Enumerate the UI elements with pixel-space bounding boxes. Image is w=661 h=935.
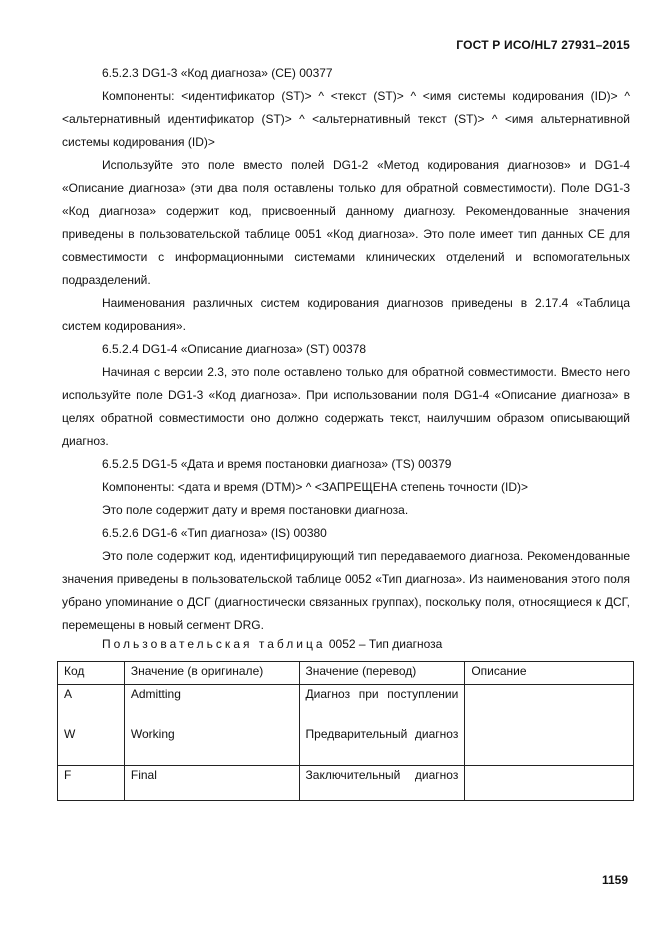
cell-translation: Заключительный диагноз bbox=[299, 766, 465, 801]
table-caption bbox=[102, 637, 442, 651]
section-heading: 6.5.2.5 DG1-5 «Дата и время постановки диагноза» (TS) 00379 bbox=[102, 457, 452, 471]
column-header: Код bbox=[58, 662, 125, 685]
document-body bbox=[62, 62, 630, 637]
section-heading: 6.5.2.3 DG1-3 «Код диагноза» (CE) 00377 bbox=[102, 66, 333, 80]
section-heading: 6.5.2.6 DG1-6 «Тип диагноза» (IS) 00380 bbox=[102, 526, 327, 540]
table-row bbox=[58, 725, 634, 766]
table-row bbox=[58, 685, 634, 726]
paragraph: Наименования различных систем кодирования диагнозов приведены в 2.17.4 «Таблица систем кодирования». bbox=[62, 296, 630, 333]
paragraph: Компоненты: <дата и время (DTM)> ^ <ЗАПРЕЩЕНА степень точности (ID)> bbox=[102, 480, 529, 494]
table-row bbox=[58, 766, 634, 801]
section-heading: 6.5.2.4 DG1-4 «Описание диагноза» (ST) 00378 bbox=[102, 342, 367, 356]
cell-translation: Предварительный диагноз bbox=[299, 725, 465, 766]
paragraph: Это поле содержит код, идентифицирующий тип передаваемого диагноза. Рекомендованные значения приведены в пользовательской таблице 0052 «Тип диагноза». Из наименования этого поля убрано упоминание о ДСГ (диагностически связанных группах), поскольку поля, относящиеся к ДСГ, перемещены в новый сегмент DRG. bbox=[62, 549, 630, 632]
page-number: 1159 bbox=[601, 873, 628, 887]
document-header: ГОСТ Р ИСО/HL7 27931–2015 bbox=[456, 38, 630, 52]
paragraph: Используйте это поле вместо полей DG1-2 «Метод кодирования диагнозов» и DG1-4 «Описание диагноза» (эти два поля оставлены только для обратной совместимости). Поле DG1-3 «Код диагноза» содержит код, присвоенный данному диагнозу. Рекомендованные значения приведены в пользовательской таблице 0051 «Код диагноза». Это поле имеет тип данных CE для совместимости с информационными системами клинических отделений и вспомогательных подразделений. bbox=[62, 158, 630, 287]
table-caption-rest: 0052 – Тип диагноза bbox=[328, 637, 443, 651]
diagnosis-type-table bbox=[57, 661, 634, 801]
cell-code: W bbox=[58, 725, 125, 766]
paragraph: Начиная с версии 2.3, это поле оставлено только для обратной совместимости. Вместо него используйте поле DG1-3 «Код диагноза». При использовании поля DG1-4 «Описание диагноза» в целях обратной совместимости оно должно содержать текст, наилучшим образом описывающий диагноз. bbox=[62, 365, 630, 448]
table-caption-prefix: Пользовательская таблица bbox=[102, 637, 326, 651]
cell-translation: Диагноз при поступлении bbox=[299, 685, 465, 726]
cell-description bbox=[465, 766, 634, 801]
cell-original: Admitting bbox=[124, 685, 299, 726]
cell-code: A bbox=[58, 685, 125, 726]
cell-original: Working bbox=[124, 725, 299, 766]
column-header: Значение (перевод) bbox=[299, 662, 465, 685]
column-header: Значение (в оригинале) bbox=[124, 662, 299, 685]
column-header: Описание bbox=[465, 662, 634, 685]
paragraph: Это поле содержит дату и время постановки диагноза. bbox=[102, 503, 409, 517]
table-header-row bbox=[58, 662, 634, 685]
cell-description bbox=[465, 725, 634, 766]
cell-original: Final bbox=[124, 766, 299, 801]
cell-code: F bbox=[58, 766, 125, 801]
paragraph: Компоненты: <идентификатор (ST)> ^ <текст (ST)> ^ <имя системы кодирования (ID)> ^ <альтернативный идентификатор (ST)> ^ <альтернативный текст (ST)> ^ <имя альтернативной системы кодирования (ID)> bbox=[62, 89, 630, 149]
cell-description bbox=[465, 685, 634, 726]
